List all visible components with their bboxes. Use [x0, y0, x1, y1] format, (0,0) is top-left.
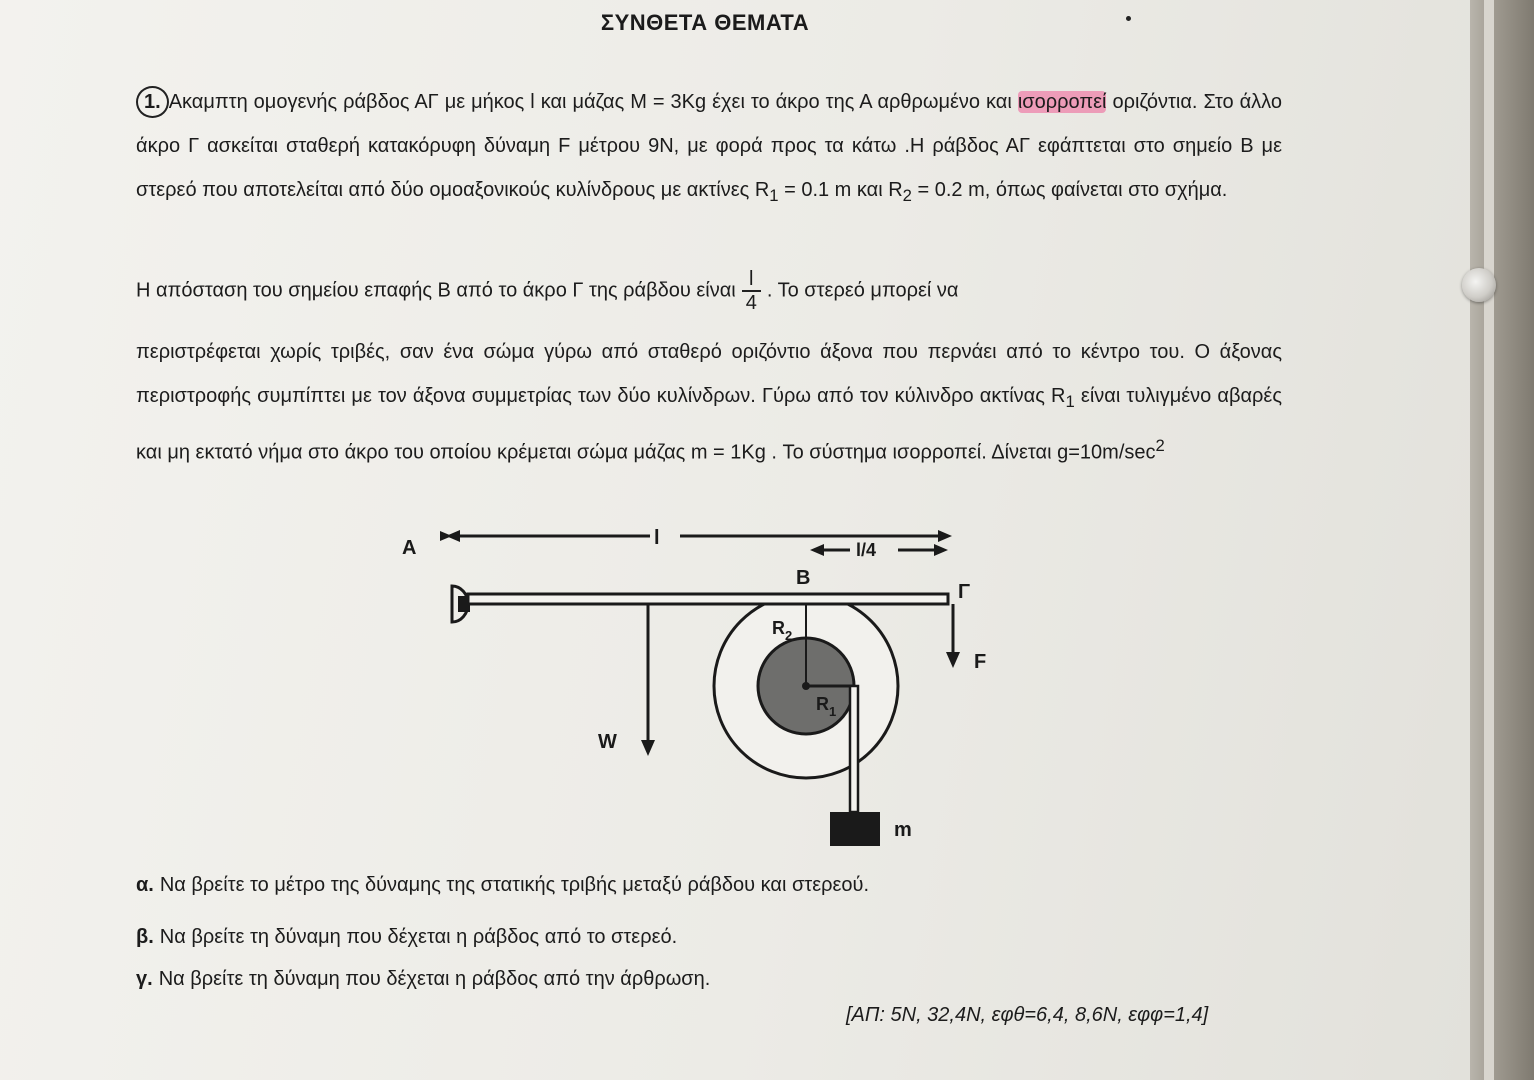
rod-AG	[468, 594, 948, 604]
string	[850, 686, 858, 812]
quarter-arrow-right-head	[934, 544, 948, 556]
question-b	[136, 926, 677, 949]
label-F: F	[974, 651, 987, 673]
label-l-quarter: l/4	[856, 540, 877, 560]
problem-paragraph-2	[136, 268, 1282, 314]
length-arrow-right-head	[938, 530, 952, 542]
label-R2: $R_2$	[772, 618, 793, 643]
binder-strip	[1484, 0, 1494, 1080]
question-a	[136, 874, 869, 897]
p1-sub1: 1	[769, 186, 779, 205]
binder-edge	[1470, 0, 1534, 1080]
question-a-text: Να βρείτε το μέτρο της δύναμης της στατικής τριβής μεταξύ ράβδου και στερεού.	[159, 874, 870, 896]
p2-start: Η απόσταση του σημείου επαφής Β από το άκρο Γ της ράβδου είναι	[136, 279, 736, 302]
label-A: Α	[402, 537, 417, 559]
physics-diagram	[380, 510, 1020, 860]
label-m: m	[894, 819, 912, 841]
problem-paragraph-3	[136, 330, 1282, 475]
p1-end: = 0.2 m, όπως φαίνεται στο σχήμα.	[911, 179, 1228, 201]
question-a-label: α.	[136, 874, 154, 896]
fraction-numerator: l	[742, 268, 761, 292]
p1-sub2: 2	[902, 186, 912, 205]
weight-W-arrow-head	[641, 740, 655, 756]
question-c	[136, 968, 710, 991]
label-R1: $R_1$	[816, 694, 837, 719]
problem-number: 1.	[136, 86, 169, 118]
label-l: l	[654, 527, 660, 549]
force-F-arrow-head	[946, 652, 960, 668]
fraction-l-over-4	[742, 268, 761, 314]
hanging-mass	[830, 812, 880, 846]
p3-mid: είναι τυλιγμένο αβαρές και μη εκτατό νήμα στο άκρο του οποίου κρέμεται σώμα μάζας m = 1Kg . Το σύστημα ισορροπεί. Δίνεται g=10m/sec	[136, 385, 1282, 464]
question-c-text: Να βρείτε τη δύναμη που δέχεται η ράβδος από την άρθρωση.	[158, 968, 711, 990]
p1-rest: οριζόντια. Στο άλλο άκρο Γ ασκείται σταθερή κατακόρυφη δύναμη F μέτρου 9N, με φορά προς τα κάτω .Η ράβδος ΑΓ εφάπτεται στο σημείο Β με στερεό που αποτελείται από δύο ομοαξονικούς κυλίνδρους με ακτίνες R	[136, 91, 1282, 201]
question-b-text: Να βρείτε τη δύναμη που δέχεται η ράβδος από το στερεό.	[159, 926, 678, 948]
stray-dot	[1126, 16, 1131, 21]
binder-screw-icon	[1462, 268, 1496, 302]
p3-sup: 2	[1155, 436, 1165, 455]
page-title: ΣΥΝΘΕΤΑ ΘΕΜΑΤΑ	[600, 10, 810, 35]
answer-key: [ΑΠ: 5N, 32,4N, εφθ=6,4, 8,6N, εφφ=1,4]	[846, 1004, 1209, 1026]
length-arrow-left-head	[446, 530, 460, 542]
p1-start: Ακαμπτη ομογενής ράβδος ΑΓ με μήκος l και μάζας M = 3Kg έχει το άκρο της Α αρθρωμένο και	[168, 91, 1012, 113]
p1-mid: = 0.1 m και R	[778, 179, 903, 201]
fraction-denominator: 4	[745, 292, 757, 314]
quarter-arrow-left-head	[810, 544, 824, 556]
p3-start: περιστρέφεται χωρίς τριβές, σαν ένα σώμα γύρω από σταθερό οριζόντιο άξονα που περνάει από το κέντρο του. Ο άξονας περιστροφής συμπίπτει με τον άξονα συμμετρίας των δύο κυλίνδρων. Γύρω από τον κύλινδρο ακτίνας R	[136, 341, 1282, 407]
question-b-label: β.	[136, 926, 154, 948]
label-B: Β	[796, 567, 811, 589]
question-c-label: γ.	[136, 968, 153, 990]
label-W: W	[598, 731, 617, 753]
p2-end: . Το στερεό μπορεί να	[766, 279, 959, 302]
label-Gamma: Γ	[958, 581, 971, 603]
p3-sub: 1	[1065, 392, 1075, 411]
highlighted-word: ισορροπεί	[1017, 91, 1107, 113]
problem-paragraph-1	[136, 80, 1282, 218]
